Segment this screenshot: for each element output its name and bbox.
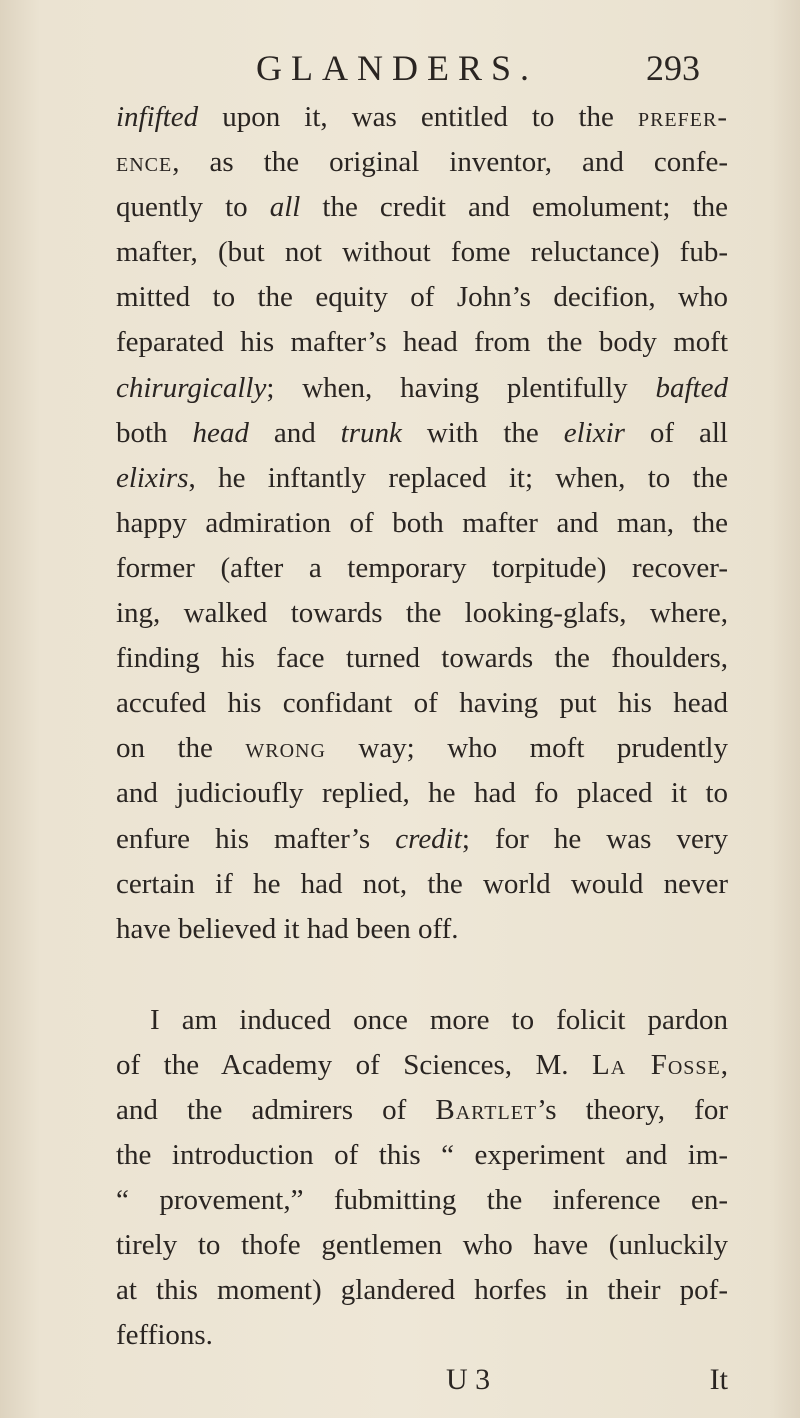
text-run: the introduction of this “ experiment and im- [116, 1139, 728, 1172]
text-line-2 [116, 140, 728, 185]
text-run: on the [116, 732, 246, 765]
text-run: happy admiration of both mafter and man, the [116, 506, 728, 539]
body-text [116, 95, 728, 1359]
text-run: and [248, 416, 341, 449]
text-line-26 [116, 1268, 728, 1313]
italic-word: elixir [563, 416, 625, 449]
small-caps-word: ence [116, 146, 173, 179]
italic-word: credit [395, 822, 462, 855]
paragraph-gap [116, 952, 728, 998]
text-line-3 [116, 185, 728, 230]
italic-word: head [192, 416, 249, 449]
text-line-14 [116, 681, 728, 726]
text-run: ; for he was very [461, 822, 728, 855]
text-run: I am induced once more to folicit pardon [150, 1003, 728, 1036]
text-run: , [720, 1048, 728, 1081]
text-line-22 [116, 1088, 728, 1133]
text-line-18 [116, 862, 728, 907]
text-line-19 [116, 907, 728, 952]
text-run: feparated his mafter’s head from the body moft [116, 326, 728, 359]
text-line-5 [116, 275, 728, 320]
text-run: of the Academy of Sciences, M. [116, 1048, 593, 1081]
text-run: mitted to the equity of John’s decifion, who [116, 281, 728, 314]
text-run: the credit and emolument; the [300, 191, 728, 224]
text-line-7 [116, 366, 728, 411]
page-footer [116, 1359, 728, 1401]
text-run: , he inftantly replaced it; when, to the [188, 461, 728, 494]
text-line-27 [116, 1313, 728, 1358]
text-line-21 [116, 1043, 728, 1088]
small-caps-word: prefer- [637, 101, 728, 133]
italic-word: infifted [116, 101, 199, 133]
catchword: It [709, 1363, 728, 1396]
text-run: ing, walked towards the looking-glafs, where, [116, 597, 728, 630]
text-run: with the [401, 416, 564, 449]
small-caps-name: Bartlet [435, 1093, 538, 1126]
running-head [120, 44, 700, 92]
text-run: mafter, (but not without fome reluctance) fub- [116, 236, 728, 269]
text-run: both [116, 416, 193, 449]
text-line-25 [116, 1223, 728, 1268]
text-line-15 [116, 726, 728, 771]
italic-word: trunk [340, 416, 402, 449]
text-line-8 [116, 411, 728, 456]
text-run: upon it, was entitled to the [198, 101, 638, 133]
text-line-9 [116, 456, 728, 501]
text-run: accufed his confidant of having put his head [116, 687, 728, 720]
text-run: ; when, having plentifully [266, 371, 656, 404]
text-line-4 [116, 230, 728, 275]
text-run: finding his face turned towards the fhoulders, [116, 642, 728, 675]
small-caps-name: La Fosse [592, 1048, 721, 1081]
italic-word: chirurgically [116, 371, 267, 404]
text-run: ’s theory, for [537, 1093, 728, 1126]
text-run: certain if he had not, the world would never [116, 867, 728, 900]
text-run: former (after a temporary torpitude) recover- [116, 551, 728, 584]
text-line-20 [116, 998, 728, 1043]
text-run: , as the original inventor, and confe- [172, 146, 728, 179]
text-run: have believed it had been off. [116, 912, 459, 945]
running-head-title: GLANDERS. [256, 48, 539, 88]
text-line-11 [116, 546, 728, 591]
text-run: and judicioufly replied, he had fo placed it to [116, 777, 728, 810]
text-line-1 [116, 95, 728, 140]
signature-mark: U 3 [446, 1363, 491, 1396]
text-run: tirely to thofe gentlemen who have (unluckily [116, 1229, 728, 1262]
text-run: feffions. [116, 1319, 213, 1352]
text-line-16 [116, 771, 728, 816]
text-line-12 [116, 591, 728, 636]
italic-word: bafted [655, 371, 728, 404]
italic-word: elixirs [116, 461, 189, 494]
text-line-13 [116, 636, 728, 681]
text-line-24 [116, 1178, 728, 1223]
text-line-23 [116, 1133, 728, 1178]
text-run: “ provement,” fubmitting the inference en- [116, 1184, 728, 1217]
small-caps-word: wrong [245, 732, 326, 765]
page-number: 293 [646, 48, 700, 88]
text-run: of all [624, 416, 728, 449]
text-run: and the admirers of [116, 1093, 436, 1126]
text-line-10 [116, 501, 728, 546]
text-run: quently to [116, 191, 270, 224]
italic-word: all [269, 191, 301, 224]
text-line-6 [116, 320, 728, 365]
text-line-17 [116, 817, 728, 862]
text-run: way; who moft prudently [325, 732, 728, 765]
text-run: enfure his mafter’s [116, 822, 396, 855]
text-run: at this moment) glandered horfes in their pof- [116, 1274, 728, 1307]
